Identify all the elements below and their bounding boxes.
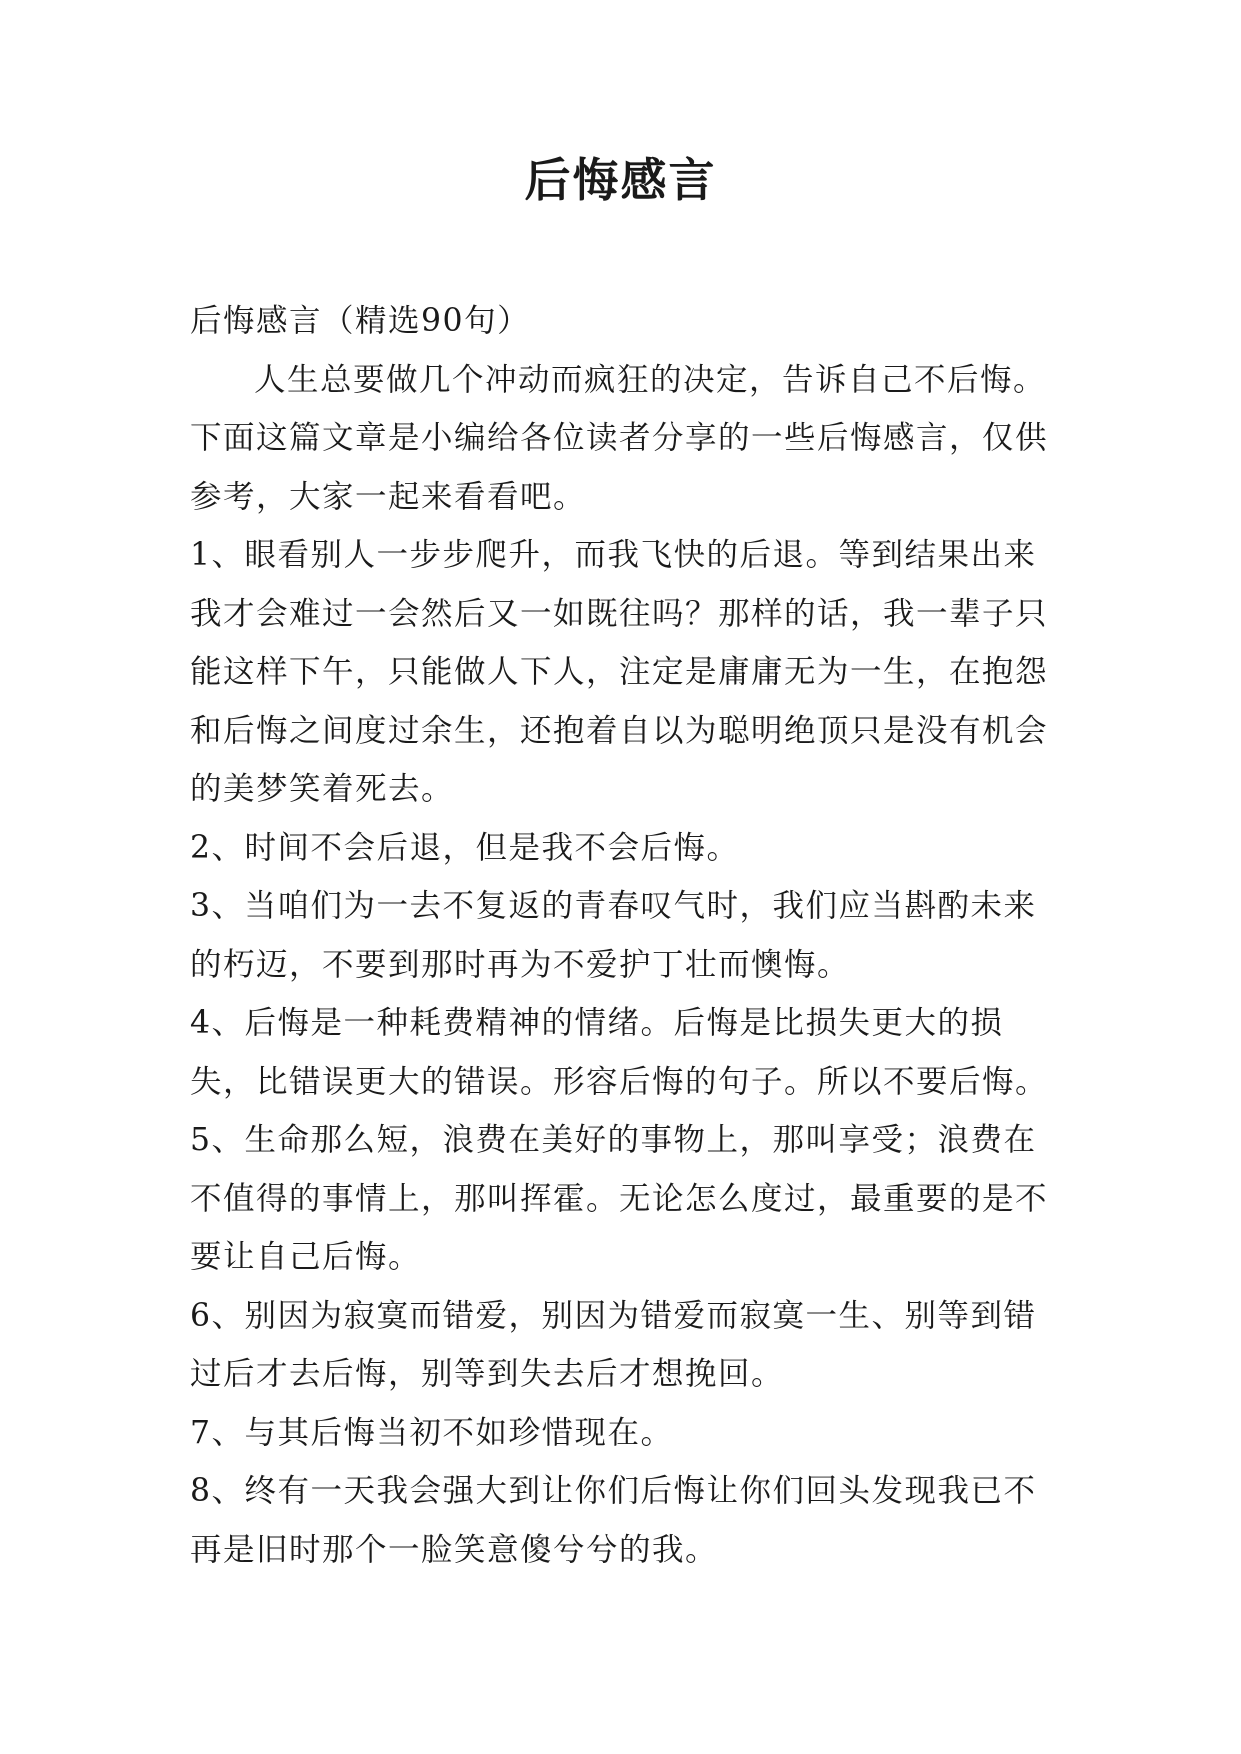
intro-paragraph: 人生总要做几个冲动而疯狂的决定，告诉自己不后悔。下面这篇文章是小编给各位读者分享的一些后悔感言，仅供参考，大家一起来看看吧。 — [190, 361, 1049, 515]
document-title: 后悔感言 — [524, 153, 717, 207]
list-item: 4、后悔是一种耗费精神的情绪。后悔是比损失更大的损失，比错误更大的错误。形容后悔的句子。所以不要后悔。 — [190, 1005, 1049, 1100]
list-item: 8、终有一天我会强大到让你们后悔让你们回头发现我已不再是旧时那个一脸笑意傻兮兮的我。 — [190, 1473, 1037, 1568]
list-item: 1、眼看别人一步步爬升，而我飞快的后退。等到结果出来我才会难过一会然后又一如既往吗？那样的话，我一辈子只能这样下午，只能做人下人，注定是庸庸无为一生，在抱怨和后悔之间度过余生，还抱着自以为聪明绝顶只是没有机会的美梦笑着死去。 — [190, 537, 1049, 807]
document-body — [190, 292, 1060, 1579]
list-item: 2、时间不会后退，但是我不会后悔。 — [190, 829, 740, 866]
list-item: 5、生命那么短，浪费在美好的事物上，那叫享受；浪费在不值得的事情上，那叫挥霍。无论怎么度过，最重要的是不要让自己后悔。 — [190, 1122, 1049, 1275]
document-subtitle: 后悔感言（精选90句） — [190, 303, 531, 339]
list-item: 6、别因为寂寞而错爱，别因为错爱而寂寞一生、别等到错过后才去后悔，别等到失去后才想挽回。 — [190, 1297, 1037, 1392]
list-item: 7、与其后悔当初不如珍惜现在。 — [190, 1414, 674, 1451]
list-item: 3、当咱们为一去不复返的青春叹气时，我们应当斟酌未来的朽迈，不要到那时再为不爱护丁壮而懊悔。 — [190, 888, 1037, 983]
